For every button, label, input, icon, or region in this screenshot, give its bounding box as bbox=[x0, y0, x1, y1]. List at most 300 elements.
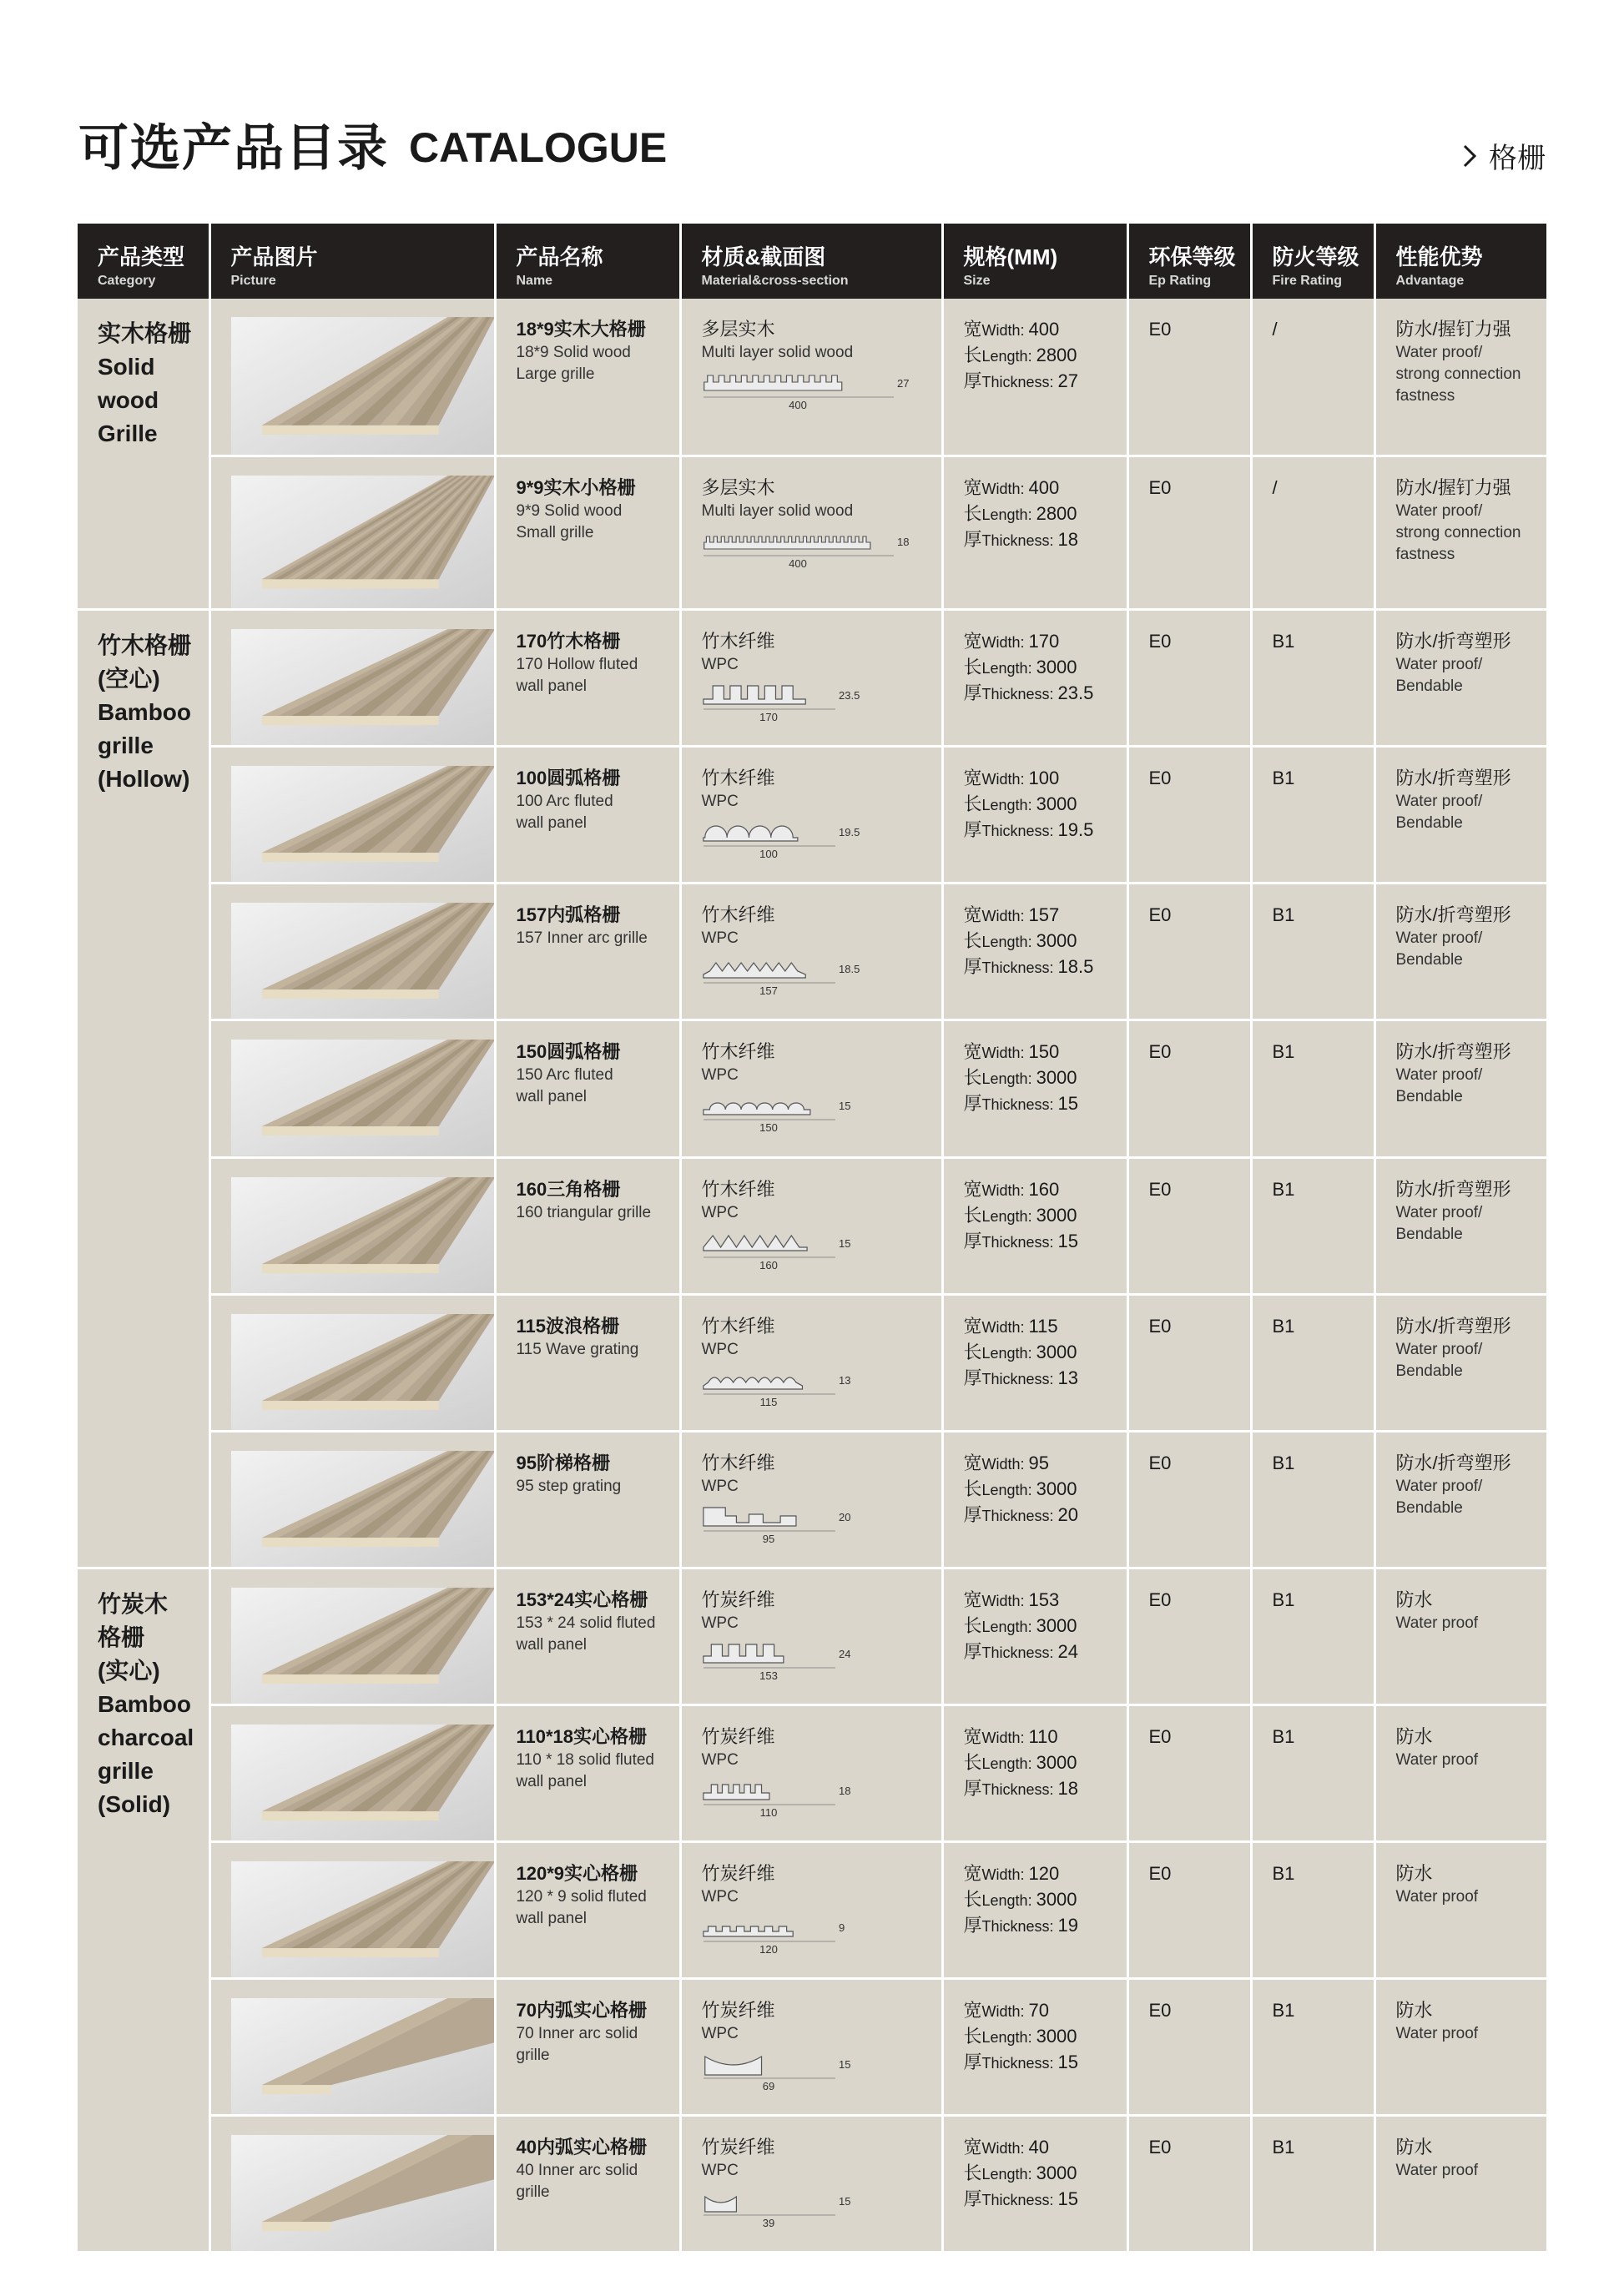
size-value: 18 bbox=[1057, 1777, 1079, 1799]
size-label-en: Width: bbox=[981, 1729, 1029, 1746]
material-cn: 竹木纤维 bbox=[701, 1178, 775, 1200]
section-thickness-label: 18.5 bbox=[838, 963, 860, 976]
column-header-cn: 产品名称 bbox=[516, 244, 603, 269]
size-label-cn: 长 bbox=[963, 1888, 982, 1910]
column-header-en: Material&cross-section bbox=[701, 274, 849, 288]
product-name-en: 9*9 Solid wood Small grille bbox=[516, 501, 623, 541]
size-value: 3000 bbox=[1036, 2163, 1077, 2184]
fire-rating-cell bbox=[1251, 1294, 1374, 1431]
column-header-ep-rating bbox=[1127, 224, 1251, 299]
material-cn: 竹炭纤维 bbox=[701, 1999, 775, 2021]
size-cell bbox=[942, 747, 1127, 884]
section-thickness-label: 23.5 bbox=[838, 689, 860, 702]
size-width-line bbox=[964, 1177, 1127, 1203]
section-width-label: 150 bbox=[759, 1121, 778, 1134]
product-picture-cell bbox=[209, 1020, 495, 1157]
size-label-en: Width: bbox=[981, 2002, 1029, 2020]
ep-rating-cell bbox=[1127, 2116, 1251, 2253]
material-en: Multi layer solid wood bbox=[701, 501, 854, 520]
size-label-en: Length: bbox=[981, 934, 1036, 951]
size-label-cn: 长 bbox=[963, 1614, 982, 1636]
size-value: 15 bbox=[1057, 2188, 1079, 2210]
product-picture-cell bbox=[209, 884, 495, 1020]
column-header-en: Ep Rating bbox=[1148, 274, 1212, 288]
ep-rating-value: E0 bbox=[1148, 904, 1172, 926]
size-label-cn: 长 bbox=[963, 930, 982, 952]
cross-section-diagram bbox=[702, 1093, 869, 1133]
size-value: 95 bbox=[1028, 1452, 1050, 1473]
cross-section-diagram bbox=[702, 1504, 869, 1544]
size-value: 24 bbox=[1057, 1640, 1079, 1662]
column-header-category bbox=[78, 224, 209, 299]
product-name-cell bbox=[495, 1568, 680, 1704]
category-cell bbox=[78, 1568, 209, 2252]
page-header bbox=[0, 0, 1624, 225]
product-name-cell bbox=[495, 456, 680, 609]
size-cell bbox=[942, 2116, 1127, 2253]
table-row bbox=[78, 1568, 1546, 1704]
size-label-cn: 宽 bbox=[963, 631, 982, 652]
ep-rating-value: E0 bbox=[1148, 1589, 1172, 1610]
column-header-cn: 防火等级 bbox=[1272, 244, 1359, 269]
chevron-right-icon bbox=[1462, 144, 1477, 169]
fire-rating-value: B1 bbox=[1272, 1315, 1295, 1337]
product-picture-cell bbox=[209, 1431, 495, 1568]
size-value: 153 bbox=[1028, 1589, 1060, 1610]
category-name-line: (Solid) bbox=[98, 1790, 171, 1817]
table-row bbox=[78, 1020, 1546, 1157]
advantage-cell bbox=[1374, 2116, 1546, 2253]
product-name-cell bbox=[495, 1157, 680, 1294]
size-length-line bbox=[964, 1065, 1127, 1091]
size-length-line bbox=[964, 1750, 1127, 1776]
product-name-cn: 160三角格栅 bbox=[516, 1178, 621, 1200]
column-header-cn: 性能优势 bbox=[1395, 244, 1483, 269]
column-header-en: Size bbox=[963, 274, 991, 288]
advantage-en: Water proof/ Bendable bbox=[1395, 793, 1483, 833]
size-label-en: Thickness: bbox=[981, 1370, 1058, 1387]
size-label-en: Width: bbox=[981, 2140, 1029, 2158]
size-value: 3000 bbox=[1036, 1341, 1077, 1362]
size-thickness-line bbox=[964, 2050, 1127, 2076]
material-cn: 竹炭纤维 bbox=[701, 1725, 775, 1747]
ep-rating-cell bbox=[1127, 747, 1251, 884]
size-label-cn: 长 bbox=[963, 1204, 982, 1226]
size-width-line bbox=[964, 766, 1127, 792]
section-thickness-label: 9 bbox=[838, 1921, 845, 1934]
size-label-en: Thickness: bbox=[981, 1917, 1058, 1935]
ep-rating-cell bbox=[1127, 1157, 1251, 1294]
size-label-cn: 长 bbox=[963, 1478, 982, 1499]
column-header-cn: 材质&截面图 bbox=[701, 244, 826, 269]
size-value: 2800 bbox=[1036, 502, 1077, 524]
advantage-cn: 防水/握钉力强 bbox=[1395, 476, 1511, 498]
fire-rating-value: B1 bbox=[1272, 1589, 1295, 1610]
size-length-line bbox=[964, 655, 1127, 681]
size-width-line bbox=[964, 629, 1127, 655]
table-row bbox=[78, 2116, 1546, 2253]
size-label-en: Length: bbox=[981, 1344, 1036, 1362]
size-cell bbox=[942, 1020, 1127, 1157]
size-label-cn: 宽 bbox=[963, 1178, 982, 1200]
product-picture-cell bbox=[209, 1978, 495, 2115]
size-length-line bbox=[964, 343, 1127, 369]
section-width-label: 110 bbox=[759, 1805, 777, 1818]
category-name-cn: 实木格栅 bbox=[98, 320, 192, 346]
size-value: 2800 bbox=[1036, 345, 1077, 365]
fire-rating-value: B1 bbox=[1272, 1725, 1295, 1747]
product-name-en: 110 * 18 solid fluted wall panel bbox=[516, 1750, 654, 1790]
size-value: 120 bbox=[1028, 1862, 1060, 1884]
section-width-label: 400 bbox=[788, 556, 807, 569]
category-name-line: grille bbox=[98, 733, 154, 759]
product-picture bbox=[231, 317, 494, 455]
fire-rating-value: B1 bbox=[1272, 1999, 1295, 2021]
size-label-en: Length: bbox=[981, 1891, 1036, 1909]
size-label-cn: 宽 bbox=[963, 2137, 982, 2158]
product-name-cn: 150圆弧格栅 bbox=[516, 1041, 621, 1063]
size-label-en: Thickness: bbox=[981, 1780, 1058, 1798]
section-thickness-label: 27 bbox=[896, 377, 909, 390]
product-picture bbox=[231, 1725, 494, 1840]
size-thickness-line bbox=[964, 2187, 1127, 2213]
product-name-cn: 100圆弧格栅 bbox=[516, 768, 621, 789]
material-en: WPC bbox=[701, 1340, 739, 1358]
size-value: 3000 bbox=[1036, 1204, 1077, 1226]
table-row bbox=[78, 1294, 1546, 1431]
size-cell bbox=[942, 299, 1127, 456]
size-label-en: Length: bbox=[981, 506, 1036, 523]
advantage-en: Water proof/ Bendable bbox=[1395, 1066, 1483, 1106]
product-name-cn: 40内弧实心格栅 bbox=[516, 2137, 647, 2158]
cross-section-diagram bbox=[702, 529, 927, 569]
category-name-cn: 竹木格栅 bbox=[98, 632, 192, 659]
size-value: 110 bbox=[1028, 1725, 1058, 1747]
advantage-cn: 防水/折弯塑形 bbox=[1395, 1041, 1511, 1063]
size-label-cn: 厚 bbox=[963, 1777, 982, 1799]
size-label-en: Width: bbox=[981, 1045, 1029, 1062]
size-label-cn: 宽 bbox=[963, 1999, 982, 2021]
material-en: WPC bbox=[701, 1614, 739, 1632]
size-label-en: Thickness: bbox=[981, 823, 1058, 840]
size-label-cn: 长 bbox=[963, 1067, 982, 1089]
size-label-cn: 宽 bbox=[963, 1315, 982, 1337]
size-label-en: Length: bbox=[981, 660, 1036, 677]
size-label-en: Length: bbox=[981, 1481, 1036, 1498]
section-thickness-label: 15 bbox=[838, 2195, 850, 2208]
category-name-line: (实心) bbox=[98, 1657, 160, 1684]
size-value: 400 bbox=[1028, 476, 1060, 498]
size-length-line bbox=[964, 1340, 1127, 1366]
category-nav-link[interactable] bbox=[1462, 135, 1546, 176]
advantage-en: Water proof/ strong connection fastness bbox=[1395, 501, 1521, 563]
size-label-en: Width: bbox=[981, 1455, 1029, 1473]
size-width-line bbox=[964, 1588, 1127, 1614]
product-name-en: 150 Arc fluted wall panel bbox=[516, 1066, 613, 1106]
size-value: 100 bbox=[1028, 768, 1060, 789]
size-length-line bbox=[964, 1203, 1127, 1229]
size-label-cn: 宽 bbox=[963, 1041, 982, 1063]
ep-rating-cell bbox=[1127, 884, 1251, 1020]
product-name-en: 115 Wave grating bbox=[516, 1340, 639, 1358]
material-en: WPC bbox=[701, 929, 739, 948]
column-header-cn: 规格(MM) bbox=[963, 244, 1058, 269]
section-width-label: 115 bbox=[759, 1395, 777, 1407]
size-label-cn: 长 bbox=[963, 657, 982, 678]
cross-section-diagram bbox=[702, 1641, 869, 1681]
product-name-cell bbox=[495, 1294, 680, 1431]
column-header-en: Fire Rating bbox=[1272, 274, 1343, 288]
size-value: 3000 bbox=[1036, 1067, 1077, 1089]
size-thickness-line bbox=[964, 1229, 1127, 1255]
ep-rating-value: E0 bbox=[1148, 768, 1172, 789]
size-width-line bbox=[964, 1861, 1127, 1887]
advantage-cn: 防水/折弯塑形 bbox=[1395, 1452, 1511, 1473]
size-value: 3000 bbox=[1036, 793, 1077, 815]
size-value: 150 bbox=[1028, 1041, 1060, 1063]
size-thickness-line bbox=[964, 1639, 1127, 1665]
table-row bbox=[78, 610, 1546, 747]
size-label-cn: 长 bbox=[963, 502, 982, 524]
size-label-cn: 宽 bbox=[963, 1452, 982, 1473]
cross-section-diagram bbox=[702, 819, 869, 859]
cross-section-diagram bbox=[702, 1231, 869, 1271]
size-value: 3000 bbox=[1036, 1614, 1077, 1636]
column-header-en: Picture bbox=[230, 274, 276, 288]
material-cell bbox=[680, 1978, 942, 2115]
size-value: 400 bbox=[1028, 319, 1060, 340]
section-thickness-label: 13 bbox=[838, 1373, 850, 1387]
size-label-cn: 厚 bbox=[963, 528, 982, 550]
product-picture bbox=[231, 1177, 494, 1293]
table-row bbox=[78, 1431, 1546, 1568]
fire-rating-value: / bbox=[1272, 476, 1278, 498]
size-width-line bbox=[964, 1725, 1127, 1750]
table-header-row bbox=[78, 224, 1546, 299]
advantage-cell bbox=[1374, 456, 1546, 609]
size-thickness-line bbox=[964, 954, 1127, 980]
size-label-en: Thickness: bbox=[981, 959, 1058, 977]
size-value: 157 bbox=[1028, 904, 1060, 926]
advantage-cn: 防水 bbox=[1395, 1725, 1433, 1747]
ep-rating-value: E0 bbox=[1148, 1178, 1172, 1200]
section-thickness-label: 15 bbox=[838, 1100, 850, 1113]
size-label-cn: 厚 bbox=[963, 2051, 982, 2072]
category-name-line: (空心) bbox=[98, 666, 160, 692]
product-name-cell bbox=[495, 610, 680, 747]
column-header-name bbox=[495, 224, 680, 299]
size-width-line bbox=[964, 476, 1127, 501]
product-name-cell bbox=[495, 2116, 680, 2253]
fire-rating-value: B1 bbox=[1272, 768, 1295, 789]
product-name-cn: 157内弧格栅 bbox=[516, 904, 621, 926]
advantage-cn: 防水 bbox=[1395, 2137, 1433, 2158]
fire-rating-cell bbox=[1251, 2116, 1374, 2253]
advantage-cell bbox=[1374, 1704, 1546, 1841]
fire-rating-value: / bbox=[1272, 319, 1278, 340]
table-row bbox=[78, 1978, 1546, 2115]
category-name-line: wood bbox=[98, 387, 159, 413]
size-value: 3000 bbox=[1036, 1478, 1077, 1499]
size-label-cn: 厚 bbox=[963, 1230, 982, 1251]
material-cn: 竹木纤维 bbox=[701, 1041, 775, 1063]
material-cn: 竹木纤维 bbox=[701, 1452, 775, 1473]
size-thickness-line bbox=[964, 1913, 1127, 1939]
section-width-label: 153 bbox=[759, 1669, 778, 1681]
cross-section-diagram bbox=[702, 1367, 869, 1407]
category-name-line: Bamboo bbox=[98, 699, 191, 726]
material-cn: 竹木纤维 bbox=[701, 768, 775, 789]
product-name-en: 120 * 9 solid fluted wall panel bbox=[516, 1887, 647, 1927]
table-row bbox=[78, 1841, 1546, 1978]
size-value: 3000 bbox=[1036, 1751, 1077, 1773]
advantage-cn: 防水 bbox=[1395, 1862, 1433, 1884]
ep-rating-cell bbox=[1127, 1978, 1251, 2115]
product-picture bbox=[231, 766, 494, 882]
size-length-line bbox=[964, 501, 1127, 527]
category-cell bbox=[78, 299, 209, 610]
product-picture bbox=[231, 903, 494, 1019]
advantage-cn: 防水/折弯塑形 bbox=[1395, 631, 1511, 652]
size-label-cn: 宽 bbox=[963, 904, 982, 926]
size-width-line bbox=[964, 2135, 1127, 2161]
advantage-cell bbox=[1374, 884, 1546, 1020]
ep-rating-cell bbox=[1127, 1294, 1251, 1431]
size-value: 160 bbox=[1028, 1178, 1060, 1200]
product-picture-cell bbox=[209, 1294, 495, 1431]
size-value: 19.5 bbox=[1057, 819, 1094, 841]
table-row bbox=[78, 1157, 1546, 1294]
material-en: WPC bbox=[701, 1750, 739, 1769]
size-label-cn: 宽 bbox=[963, 768, 982, 789]
size-label-cn: 宽 bbox=[963, 476, 982, 498]
size-label-cn: 长 bbox=[963, 2025, 982, 2047]
size-label-cn: 长 bbox=[963, 1341, 982, 1362]
cross-section-diagram bbox=[702, 682, 869, 723]
material-cell bbox=[680, 610, 942, 747]
table-row bbox=[78, 299, 1546, 456]
advantage-cell bbox=[1374, 1431, 1546, 1568]
size-label-cn: 厚 bbox=[963, 956, 982, 978]
table-row bbox=[78, 1704, 1546, 1841]
section-width-label: 39 bbox=[762, 2217, 774, 2229]
product-picture bbox=[231, 1314, 494, 1430]
section-width-label: 170 bbox=[759, 711, 778, 723]
fire-rating-cell bbox=[1251, 747, 1374, 884]
advantage-cell bbox=[1374, 1841, 1546, 1978]
size-label-cn: 宽 bbox=[963, 1862, 982, 1884]
category-name-line: grille bbox=[98, 1757, 154, 1784]
catalogue-table bbox=[78, 224, 1546, 2253]
size-label-en: Length: bbox=[981, 1618, 1036, 1635]
size-value: 27 bbox=[1057, 370, 1079, 391]
size-width-line bbox=[964, 903, 1127, 929]
category-name-line: 格栅 bbox=[98, 1624, 145, 1650]
material-cn: 竹木纤维 bbox=[701, 1315, 775, 1337]
size-thickness-line bbox=[964, 1091, 1127, 1117]
product-picture bbox=[231, 1998, 494, 2114]
advantage-en: Water proof/ Bendable bbox=[1395, 1477, 1483, 1517]
ep-rating-value: E0 bbox=[1148, 1041, 1172, 1063]
material-cn: 竹炭纤维 bbox=[701, 1862, 775, 1884]
product-name-en: 170 Hollow fluted wall panel bbox=[516, 656, 638, 696]
section-thickness-label: 19.5 bbox=[838, 826, 860, 839]
size-length-line bbox=[964, 1477, 1127, 1503]
table-body bbox=[78, 299, 1546, 2253]
fire-rating-cell bbox=[1251, 1704, 1374, 1841]
ep-rating-cell bbox=[1127, 1431, 1251, 1568]
size-cell bbox=[942, 1841, 1127, 1978]
size-label-cn: 厚 bbox=[963, 682, 982, 704]
material-cell bbox=[680, 884, 942, 1020]
product-name-cn: 120*9实心格栅 bbox=[516, 1862, 638, 1884]
product-name-cn: 153*24实心格栅 bbox=[516, 1589, 648, 1610]
advantage-en: Water proof/ Bendable bbox=[1395, 1203, 1483, 1243]
advantage-cn: 防水/折弯塑形 bbox=[1395, 904, 1511, 926]
section-thickness-label: 24 bbox=[838, 1647, 850, 1660]
size-cell bbox=[942, 884, 1127, 1020]
size-width-line bbox=[964, 1998, 1127, 2024]
product-name-cn: 170竹木格栅 bbox=[516, 631, 621, 652]
material-cell bbox=[680, 1841, 942, 1978]
size-thickness-line bbox=[964, 1776, 1127, 1802]
product-picture-cell bbox=[209, 747, 495, 884]
advantage-en: Water proof/ Bendable bbox=[1395, 1340, 1483, 1380]
advantage-cell bbox=[1374, 1157, 1546, 1294]
ep-rating-value: E0 bbox=[1148, 319, 1172, 340]
product-name-cell bbox=[495, 1431, 680, 1568]
size-label-en: Thickness: bbox=[981, 374, 1058, 390]
fire-rating-cell bbox=[1251, 1841, 1374, 1978]
section-thickness-label: 15 bbox=[838, 1236, 850, 1250]
fire-rating-value: B1 bbox=[1272, 2137, 1295, 2158]
size-label-en: Width: bbox=[981, 1592, 1029, 1609]
ep-rating-cell bbox=[1127, 299, 1251, 456]
column-header-advantage bbox=[1374, 224, 1546, 299]
size-label-cn: 厚 bbox=[963, 370, 982, 391]
size-label-cn: 厚 bbox=[963, 819, 982, 841]
advantage-cell bbox=[1374, 747, 1546, 884]
size-cell bbox=[942, 1704, 1127, 1841]
fire-rating-value: B1 bbox=[1272, 1178, 1295, 1200]
material-en: WPC bbox=[701, 2162, 739, 2180]
size-label-en: Thickness: bbox=[981, 531, 1058, 549]
size-label-cn: 厚 bbox=[963, 1503, 982, 1525]
product-picture-cell bbox=[209, 2116, 495, 2253]
size-value: 15 bbox=[1057, 2051, 1079, 2072]
section-thickness-label: 15 bbox=[838, 2057, 850, 2071]
size-width-line bbox=[964, 317, 1127, 343]
size-label-en: Thickness: bbox=[981, 1507, 1058, 1524]
size-label-cn: 宽 bbox=[963, 319, 982, 340]
size-cell bbox=[942, 610, 1127, 747]
product-name-cn: 95阶梯格栅 bbox=[516, 1452, 610, 1473]
product-picture-cell bbox=[209, 1568, 495, 1704]
column-header-en: Name bbox=[516, 274, 553, 288]
category-cell bbox=[78, 610, 209, 1568]
advantage-cell bbox=[1374, 299, 1546, 456]
material-cell bbox=[680, 2116, 942, 2253]
advantage-cell bbox=[1374, 1568, 1546, 1704]
size-label-cn: 厚 bbox=[963, 1914, 982, 1936]
product-name-cell bbox=[495, 884, 680, 1020]
product-name-en: 100 Arc fluted wall panel bbox=[516, 793, 613, 833]
size-thickness-line bbox=[964, 1366, 1127, 1392]
category-name-line: charcoal bbox=[98, 1724, 194, 1750]
ep-rating-cell bbox=[1127, 1841, 1251, 1978]
product-picture bbox=[231, 1451, 494, 1567]
advantage-cn: 防水/折弯塑形 bbox=[1395, 1178, 1511, 1200]
